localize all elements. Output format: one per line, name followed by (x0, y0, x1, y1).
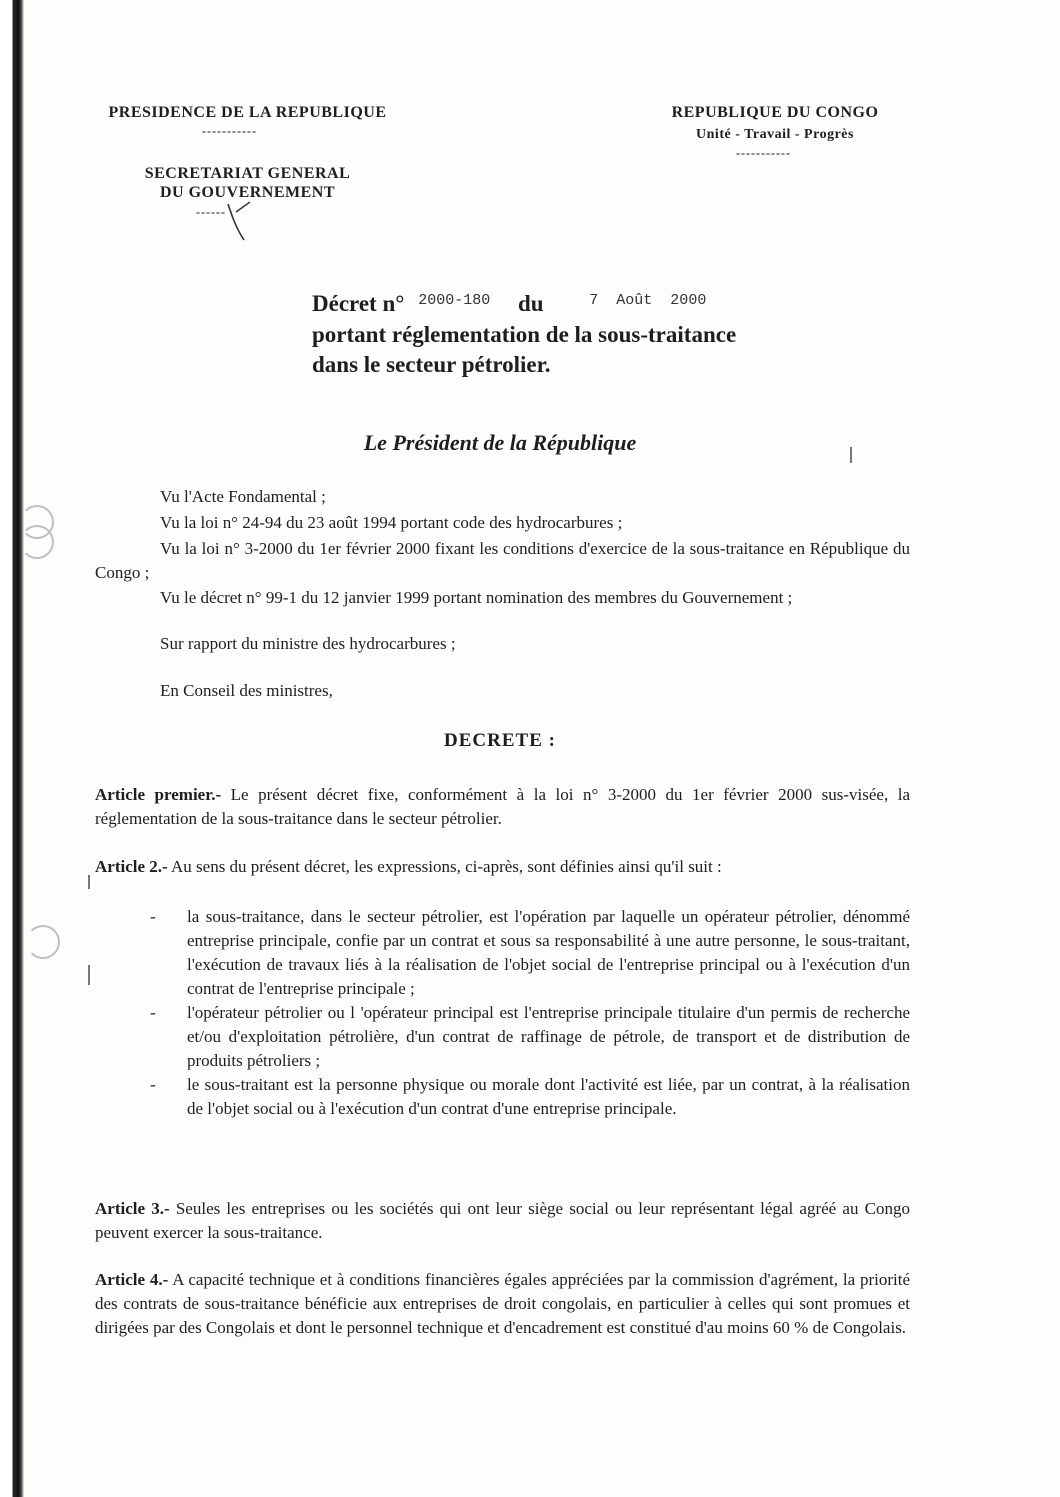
header-secretariat (95, 164, 400, 202)
article-1-label: Article premier.- (95, 785, 222, 804)
header-secretariat-line2: DU GOUVERNEMENT (159, 184, 336, 201)
decrete-heading: DECRETE : (444, 730, 556, 751)
visa-rapport-ministre: Sur rapport du ministre des hydrocarbures ; (160, 634, 456, 653)
article-1 (95, 783, 910, 831)
bullet-dash: - (150, 907, 156, 926)
visa-loi-24-94: Vu la loi n° 24-94 du 23 août 1994 portant code des hydrocarbures ; (160, 513, 623, 532)
article-4 (95, 1268, 910, 1340)
article-3-text: Seules les entreprises ou les sociétés qui ont leur siège social ou leur représentant légal agréé au Congo peuvent exercer la sous-traitance. (95, 1199, 911, 1242)
article-2-definitions (150, 905, 910, 1121)
header-republique: REPUBLIQUE DU CONGO (671, 104, 879, 121)
header-motto: Unité - Travail - Progrès (696, 127, 854, 142)
visa-acte-fondamental: Vu l'Acte Fondamental ; (160, 487, 326, 506)
header-presidence: PRESIDENCE DE LA REPUBLIQUE (108, 104, 387, 121)
decree-du: du (517, 291, 544, 316)
article-3-label: Article 3.- (95, 1199, 170, 1218)
punch-hole-middle (20, 525, 54, 559)
article-2-text: Au sens du présent décret, les expressions, ci-après, sont définies ainsi qu'il suit : (171, 857, 722, 876)
header-right-separator: ----------- (736, 146, 791, 160)
definition-sous-traitant-text: le sous-traitant est la personne physique ou morale dont l'activité est liée, par un contrat, à la réalisation de l'objet social ou à l'exécution d'un contrat d'une entreprise principale. (187, 1075, 910, 1118)
article-2-label: Article 2.- (95, 857, 168, 876)
definition-operateur-petrolier (150, 1001, 910, 1073)
header-left-separator-2: ------ (196, 205, 226, 219)
definition-operateur-petrolier-text: l'opérateur pétrolier ou l 'opérateur principal est l'entreprise principale titulaire d'un permis de recherche et/ou d'exploitation pétrolière, d'un contrat de raffinage de pétrole, de transport et de distribution de produits pétroliers ; (187, 1003, 910, 1070)
bullet-dash: - (150, 1075, 156, 1094)
decree-date: 7 Août 2000 (589, 292, 707, 309)
scan-mark (88, 965, 90, 985)
scan-mark (88, 875, 90, 889)
bullet-dash: - (150, 1003, 156, 1022)
decree-title-line1 (312, 286, 832, 318)
punch-hole-bottom (26, 925, 60, 959)
decree-title-line2: portant réglementation de la sous-traitance (312, 322, 737, 347)
decree-number: 2000-180 (418, 292, 491, 309)
header-left-separator: ----------- (202, 124, 257, 138)
header-secretariat-line1: SECRETARIAT GENERAL (144, 165, 351, 182)
decree-title-line3: dans le secteur pétrolier. (312, 352, 551, 377)
visa-decret-99-1: Vu le décret n° 99-1 du 12 janvier 1999 portant nomination des membres du Gouvernement ; (160, 588, 793, 607)
article-2 (95, 855, 910, 879)
article-1-text: Le présent décret fixe, conformément à la loi n° 3-2000 du 1er février 2000 sus-visée, la réglementation de la sous-traitance dans le secteur pétrolier. (95, 785, 910, 828)
article-4-label: Article 4.- (95, 1270, 169, 1289)
article-4-text: A capacité technique et à conditions financières égales appréciées par la commission d'agrément, la priorité des contrats de sous-traitance bénéficie aux entreprises de droit congolais, en particulier à celles qui sont promues et dirigées par des Congolais et dont le personnel technique et d'encadrement est constitué d'au moins 60 % de Congolais. (95, 1270, 911, 1337)
definition-sous-traitance-text: la sous-traitance, dans le secteur pétrolier, est l'opération par laquelle un opérateur pétrolier, dénommé entreprise principale, confie par un contrat et sous sa responsabilité à une autre personne, le sous-traitant, l'exécution de travaux liés à la réalisation de l'objet social de l'entreprise principal ou à l'exécution d'un contrat de l'entreprise principale ; (187, 907, 910, 998)
decree-prefix: Décret n° (312, 291, 405, 316)
conseil-ministres: En Conseil des ministres, (160, 681, 333, 700)
article-3 (95, 1197, 910, 1245)
handwritten-initial-mark (222, 198, 262, 244)
definition-sous-traitance (150, 905, 910, 1001)
visa-loi-3-2000: Vu la loi n° 3-2000 du 1er février 2000 fixant les conditions d'exercice de la sous-traitance en République du Congo ; (95, 539, 910, 582)
definition-sous-traitant (150, 1073, 910, 1121)
president-heading: Le Président de la République (363, 430, 637, 455)
